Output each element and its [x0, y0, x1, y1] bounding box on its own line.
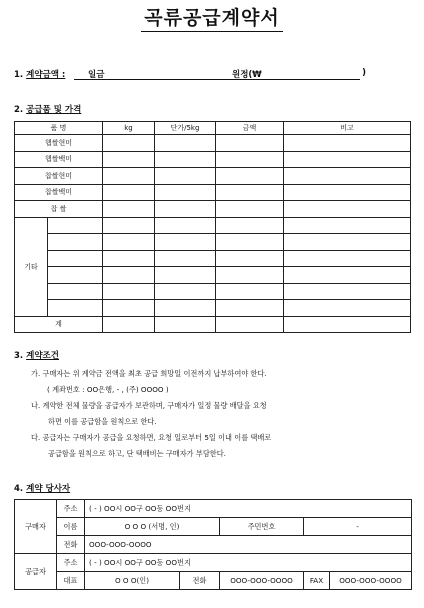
buyer-address-label: 주소: [57, 500, 85, 518]
table-row: [15, 234, 411, 251]
col-header-item: 품 명: [15, 122, 103, 135]
cell-unit-price: [155, 184, 216, 201]
table-row: [15, 151, 411, 168]
cell-amount: [216, 168, 284, 185]
col-header-kg: kg: [103, 122, 155, 135]
cell-note: [284, 283, 411, 300]
term-da: 다. 공급자는 구매자가 공급을 요청하면, 요청 일로부터 5일 이내 이를 택배로: [31, 433, 272, 442]
cell-note: [284, 184, 411, 201]
table-row: [15, 184, 411, 201]
cell-amount: [216, 267, 284, 284]
supplier-rep-row: [15, 572, 412, 590]
cell-note: [284, 168, 411, 185]
supplier-address-row: [15, 554, 412, 572]
term-account-number: ( 계좌번호 : OO은행, - , (주) OOOO ): [47, 385, 169, 394]
parties-table: [14, 499, 412, 590]
col-header-note: 비고: [284, 122, 411, 135]
table-row: [15, 283, 411, 300]
cell-kg: [103, 316, 155, 333]
term-na: 나. 계약한 전체 물량을 공급자가 보관하며, 구매자가 일정 물량 배달을 요청: [31, 401, 267, 410]
total-row: [15, 316, 411, 333]
cell-note: [284, 135, 411, 152]
item-name: 찹 쌀: [15, 201, 103, 218]
amount-won-close: ): [362, 68, 366, 78]
cell-amount: [216, 316, 284, 333]
cell-amount: [216, 135, 284, 152]
cell-note: [284, 300, 411, 317]
cell-kg: [103, 217, 155, 234]
cell-amount: [216, 234, 284, 251]
cell-amount: [216, 201, 284, 218]
contract-terms: [31, 366, 411, 462]
buyer-name-value: O O O (서명, 인): [85, 518, 220, 536]
section-3-heading: [14, 349, 59, 361]
cell-unit-price: [155, 250, 216, 267]
cell-note: [284, 201, 411, 218]
other-items-label: 기타: [15, 217, 48, 316]
term-na-cont: 하면 이를 공급함을 원칙으로 한다.: [48, 417, 157, 426]
section-2-heading: [14, 103, 81, 115]
cell-amount: [216, 283, 284, 300]
supplier-rep-label: 대표: [57, 572, 85, 590]
cell-kg: [103, 250, 155, 267]
item-name: 찹쌀백미: [15, 184, 103, 201]
section-3-number: 3.: [14, 351, 24, 361]
cell-kg: [103, 300, 155, 317]
goods-header-row: [15, 122, 411, 135]
col-header-amount: 금액: [216, 122, 284, 135]
total-label: 계: [15, 316, 103, 333]
document-title: [0, 6, 424, 32]
cell-note: [284, 250, 411, 267]
table-row: [15, 135, 411, 152]
cell-unit-price: [155, 201, 216, 218]
cell-unit-price: [155, 168, 216, 185]
buyer-name-row: [15, 518, 412, 536]
other-item-name: [48, 267, 103, 284]
buyer-address-value: ( - ) OO시 OO구 OO동 OO번지: [85, 500, 412, 518]
item-name: 햅쌀현미: [15, 135, 103, 152]
amount-prefix: 일금: [88, 70, 105, 80]
cell-kg: [103, 184, 155, 201]
buyer-name-label: 이름: [57, 518, 85, 536]
cell-kg: [103, 201, 155, 218]
table-row: [15, 300, 411, 317]
cell-note: [284, 151, 411, 168]
section-1-contract-amount: [14, 68, 368, 80]
buyer-phone-value: OOO-OOO-OOOO: [85, 536, 412, 554]
cell-kg: [103, 267, 155, 284]
section-1-number: 1.: [14, 70, 24, 80]
table-row: [15, 168, 411, 185]
cell-kg: [103, 283, 155, 300]
buyer-address-row: [15, 500, 412, 518]
buyer-id-label: 주민번호: [220, 518, 304, 536]
cell-kg: [103, 168, 155, 185]
section-2-number: 2.: [14, 105, 24, 115]
other-item-name: [48, 300, 103, 317]
goods-price-table: [14, 121, 411, 333]
supplier-fax-label: FAX: [304, 572, 330, 590]
section-1-heading: [14, 68, 65, 80]
other-item-name: [48, 250, 103, 267]
table-row: [15, 250, 411, 267]
term-ga: 가. 구매자는 위 계약금 전액을 최초 공급 희망일 이전까지 납부하여야 한다.: [31, 369, 267, 378]
cell-note: [284, 267, 411, 284]
item-name: 찹쌀현미: [15, 168, 103, 185]
item-name: 햅쌀백미: [15, 151, 103, 168]
cell-note: [284, 217, 411, 234]
section-4-title: 계약 당사자: [26, 484, 71, 494]
supplier-fax-value: OOO-OOO-OOOO: [330, 572, 412, 590]
table-row: [15, 217, 411, 234]
buyer-phone-row: [15, 536, 412, 554]
buyer-id-value: -: [304, 518, 412, 536]
cell-note: [284, 234, 411, 251]
cell-unit-price: [155, 267, 216, 284]
supplier-rep-value: O O O(인): [85, 572, 180, 590]
term-da-cont: 공급함을 원칙으로 하고, 단 택배비는 구매자가 부담한다.: [48, 449, 226, 458]
cell-amount: [216, 250, 284, 267]
cell-note: [284, 316, 411, 333]
other-item-name: [48, 234, 103, 251]
cell-unit-price: [155, 300, 216, 317]
cell-kg: [103, 135, 155, 152]
cell-unit-price: [155, 283, 216, 300]
supplier-label: 공급자: [15, 554, 57, 590]
cell-kg: [103, 234, 155, 251]
amount-underline: [74, 79, 360, 80]
buyer-label: 구매자: [15, 500, 57, 554]
cell-amount: [216, 217, 284, 234]
section-1-title: 계약금액 :: [26, 70, 66, 80]
table-row: [15, 201, 411, 218]
section-4-number: 4.: [14, 484, 24, 494]
cell-unit-price: [155, 234, 216, 251]
cell-unit-price: [155, 135, 216, 152]
col-header-unit-price: 단가/5kg: [155, 122, 216, 135]
supplier-phone-label: 전화: [180, 572, 220, 590]
supplier-address-label: 주소: [57, 554, 85, 572]
cell-amount: [216, 184, 284, 201]
supplier-address-value: ( - ) OO시 OO구 OO동 OO번지: [85, 554, 412, 572]
cell-amount: [216, 151, 284, 168]
amount-won-open: 원정(₩: [232, 70, 262, 80]
title-text: 곡류공급계약서: [141, 6, 282, 32]
section-4-heading: [14, 482, 70, 494]
cell-amount: [216, 300, 284, 317]
cell-unit-price: [155, 217, 216, 234]
cell-unit-price: [155, 151, 216, 168]
table-row: [15, 267, 411, 284]
other-item-name: [48, 283, 103, 300]
cell-unit-price: [155, 316, 216, 333]
section-2-title: 공급품 및 가격: [26, 105, 82, 115]
buyer-phone-label: 전화: [57, 536, 85, 554]
other-item-name: [48, 217, 103, 234]
section-3-title: 계약조건: [26, 351, 59, 361]
cell-kg: [103, 151, 155, 168]
supplier-phone-value: OOO-OOO-OOOO: [220, 572, 304, 590]
